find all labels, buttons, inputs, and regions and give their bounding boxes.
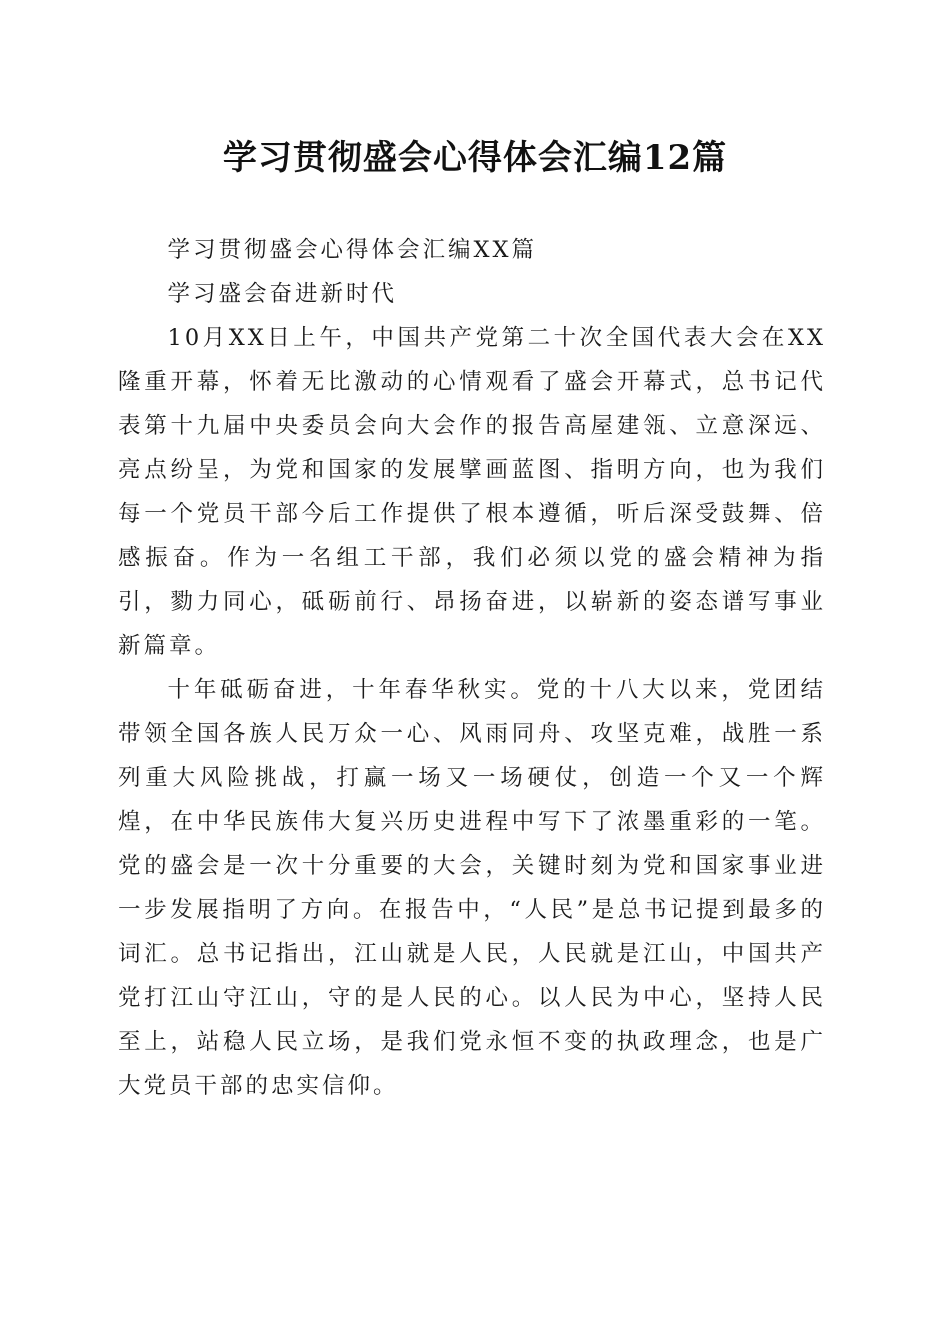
section-heading: 学习盛会奋进新时代: [167, 281, 398, 307]
document-title: 学习贯彻盛会心得体会汇编12篇: [222, 138, 728, 178]
paragraph-1: 10月XX日上午，中国共产党第二十次全国代表大会在XX隆重开幕，怀着无比激动的心情观看了盛会开幕式，总书记代表第十九届中央委员会向大会作的报告高屋建瓴、立意深远、亮点纷呈，为党和国家的发展擘画蓝图、指明方向，也为我们每一个党员干部今后工作提供了根本遵循，听后深受鼓舞、倍感振奋。作为一名组工干部，我们必须以党的盛会精神为指引，勠力同心，砥砺前行、昂扬奋进，以崭新的姿态谱写事业新篇章。: [118, 325, 826, 659]
document-body: [118, 228, 826, 1108]
paragraph-2: 十年砥砺奋进，十年春华秋实。党的十八大以来，党团结带领全国各族人民万众一心、风雨同舟、攻坚克难，战胜一系列重大风险挑战，打赢一场又一场硬仗，创造一个又一个辉煌，在中华民族伟大复兴历史进程中写下了浓墨重彩的一笔。党的盛会是一次十分重要的大会，关键时刻为党和国家事业进一步发展指明了方向。在报告中，“人民”是总书记提到最多的词汇。总书记指出，江山就是人民，人民就是江山，中国共产党打江山守江山，守的是人民的心。以人民为中心，坚持人民至上，站稳人民立场，是我们党永恒不变的执政理念，也是广大党员干部的忠实信仰。: [118, 677, 826, 1099]
subtitle-line: 学习贯彻盛会心得体会汇编XX篇: [167, 237, 538, 263]
